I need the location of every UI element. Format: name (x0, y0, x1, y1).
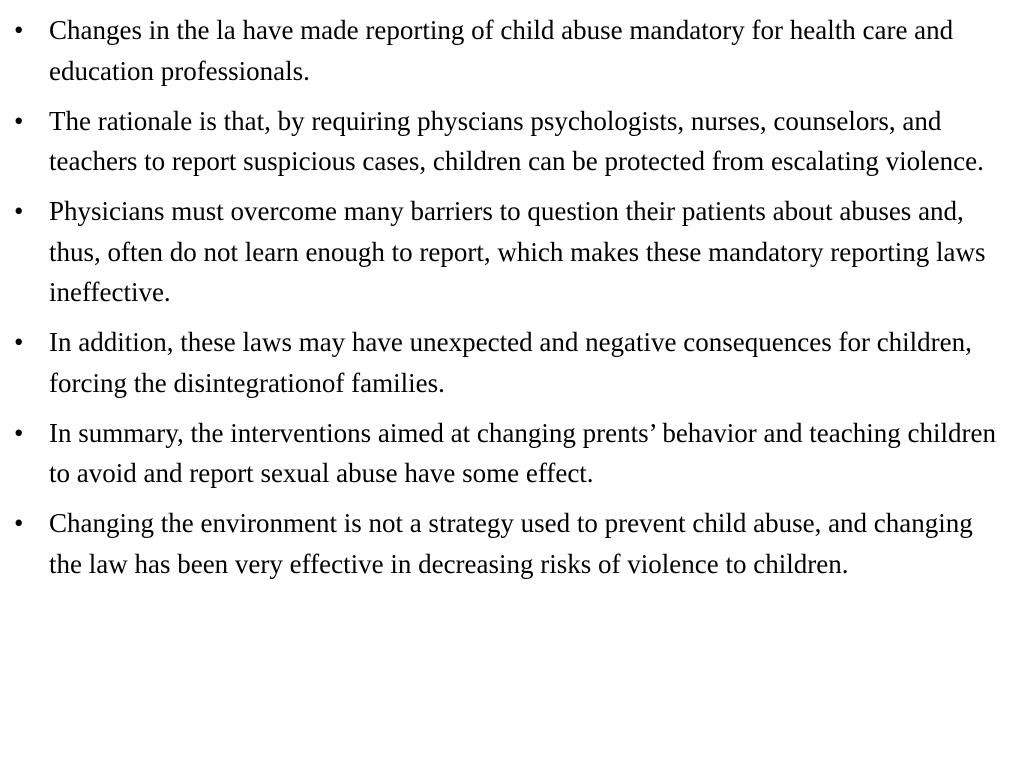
bullet-icon: • (14, 327, 24, 357)
bullet-icon: • (14, 105, 24, 136)
bullet-text: Physicians must overcome many barriers to question their patients about abuses and, thus, often do not learn enough to report, which makes these mandatory reporting laws ineffective. (49, 196, 986, 307)
bullet-icon: • (14, 508, 24, 538)
bullet-item-1 (14, 10, 1004, 91)
bullet-item-2 (14, 101, 1004, 182)
bullet-text: Changes in the la have made reporting of child abuse mandatory for health care and education professionals. (49, 15, 954, 86)
bullet-list (14, 10, 1004, 594)
bullet-text: In summary, the interventions aimed at changing prents’ behavior and teaching children to avoid and report sexual abuse have some effect. (49, 417, 996, 488)
bullet-icon: • (14, 15, 24, 45)
bullet-icon: • (14, 196, 24, 226)
bullet-text: In addition, these laws may have unexpected and negative consequences for children, forcing the disintegrationof families. (49, 327, 972, 398)
bullet-item-5 (14, 413, 1004, 494)
bullet-text: The rationale is that, by requiring physcians psychologists, nurses, counselors, and teachers to report suspicious cases, children can be protected from escalating violence. (49, 105, 984, 176)
bullet-item-6 (14, 503, 1004, 584)
bullet-item-4 (14, 322, 1004, 403)
bullet-icon: • (14, 417, 24, 448)
bullet-text: Changing the environment is not a strategy used to prevent child abuse, and changing the law has been very effective in decreasing risks of violence to children. (49, 508, 973, 579)
bullet-item-3 (14, 191, 1004, 313)
